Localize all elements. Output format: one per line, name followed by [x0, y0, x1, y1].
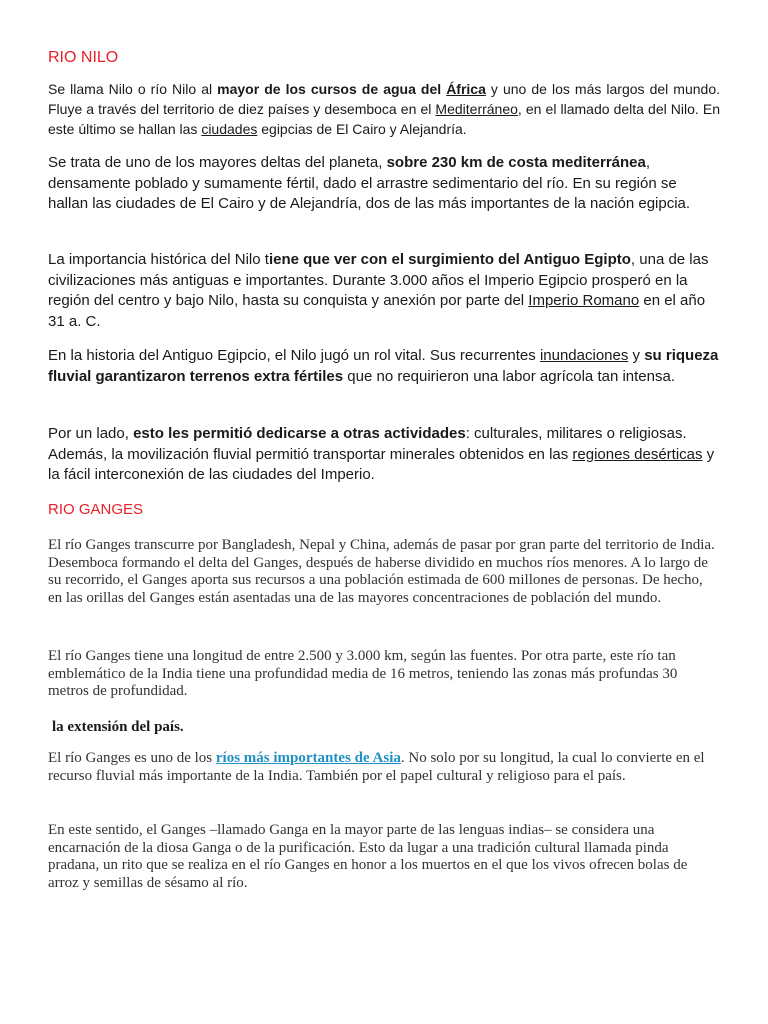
ganges-paragraph-2: El río Ganges tiene una longitud de entre 2.500 y 3.000 km, según las fuentes. Por otra parte, este río tan emblemático de la India tiene una profundidad media de 16 metros, teniendo las zonas más profundas 30 metros de profundidad.: [48, 648, 678, 699]
text-span: El río Ganges es uno de los: [48, 750, 216, 766]
ganges-subheading: la extensión del país.: [52, 719, 184, 735]
bold-text: iene que ver con el surgimiento del Antiguo Egipto: [268, 251, 631, 268]
text-span: : culturales, militares o religiosas. Además, la movilización fluvial permitió transportar minerales obtenidos en las: [48, 425, 687, 463]
bold-text: esto les permitió dedicarse a otras actividades: [133, 425, 466, 442]
nilo-paragraph-2: [48, 153, 720, 215]
nilo-paragraph-4: [48, 346, 720, 387]
bold-text: su riqueza fluvial garantizaron terrenos extra fértiles: [48, 347, 719, 385]
link-ciudades[interactable]: ciudades: [201, 121, 258, 137]
link-rios-asia[interactable]: ríos más importantes de Asia: [215, 750, 401, 766]
text-span: , densamente poblado y sumamente fértil, dado el arrastre sedimentario del río. En su región se hallan las ciudades de El Cairo y de Alejandría, dos de las más importantes de la nación egipcia.: [48, 154, 691, 212]
text-span: En la historia del Antiguo Egipcio, el Nilo jugó un rol vital. Sus recurrentes: [48, 347, 540, 364]
text-span: , en el llamado delta del Nilo. En este último se hallan las: [48, 101, 720, 137]
text-span: , una de las civilizaciones más antiguas e importantes. Durante 3.000 años el Imperio Egipcio prosperó en la región del centro y bajo Nilo, hasta su conquista y anexión por parte del: [48, 251, 709, 309]
link-inundaciones[interactable]: inundaciones: [539, 347, 629, 364]
ganges-paragraph-4: En este sentido, el Ganges –llamado Ganga en la mayor parte de las lenguas indias– se considera una encarnación de la diosa Ganga o de la purificación. Esto da lugar a una tradición cultural llamada pinda pradana, un rito que se realiza en el río Ganges en honor a los muertos en el que los vivos ofrecen bolas de arroz y semillas de sésamo al río.: [48, 822, 688, 891]
link-regiones-deserticas[interactable]: regiones desérticas: [572, 445, 703, 463]
nilo-paragraph-5: [48, 424, 720, 486]
nilo-paragraph-1: [48, 79, 720, 139]
nilo-paragraph-3: [48, 250, 720, 332]
ganges-paragraph-3: [48, 749, 720, 785]
bold-text: mayor de los cursos de agua del: [217, 81, 447, 97]
text-span: en el año 31 a. C.: [48, 292, 706, 330]
link-mediterraneo[interactable]: Mediterráneo: [435, 101, 518, 117]
text-span: Se llama Nilo o río Nilo al: [48, 81, 218, 97]
text-span: Se trata de uno de los mayores deltas del planeta,: [48, 154, 387, 171]
text-span: y uno de los más largos del mundo. Fluye a través del territorio de diez países y desemboca en el: [48, 81, 721, 117]
text-span: y: [628, 347, 645, 364]
text-span: . No solo por su longitud, la cual lo convierte en el recurso fluvial más importante de la India. También por el papel cultural y religioso para el país.: [48, 750, 705, 784]
text-span: egipcias de El Cairo y Alejandría.: [257, 121, 467, 137]
text-span: La importancia histórica del Nilo t: [48, 251, 269, 268]
section-title-ganges: RIO GANGES: [48, 501, 144, 518]
bold-text: sobre 230 km de costa mediterránea: [386, 154, 646, 171]
link-africa[interactable]: África: [446, 81, 486, 97]
text-span: Por un lado,: [48, 425, 134, 442]
ganges-paragraph-1: El río Ganges transcurre por Bangladesh, Nepal y China, además de pasar por gran parte del territorio de India. Desemboca formando el delta del Ganges, después de haberse dividido en muchos ríos menores. A lo largo de su recorrido, el Ganges aporta sus recursos a una población estimada de 600 millones de personas. De hecho, en las orillas del Ganges están asentadas una de las mayores concentraciones de población del mundo.: [48, 537, 715, 606]
text-span: y la fácil interconexión de las ciudades del Imperio.: [48, 445, 715, 483]
section-title-nilo: RIO NILO: [48, 49, 119, 66]
link-imperio-romano[interactable]: Imperio Romano: [528, 292, 640, 309]
text-span: que no requirieron una labor agrícola tan intensa.: [343, 367, 675, 385]
